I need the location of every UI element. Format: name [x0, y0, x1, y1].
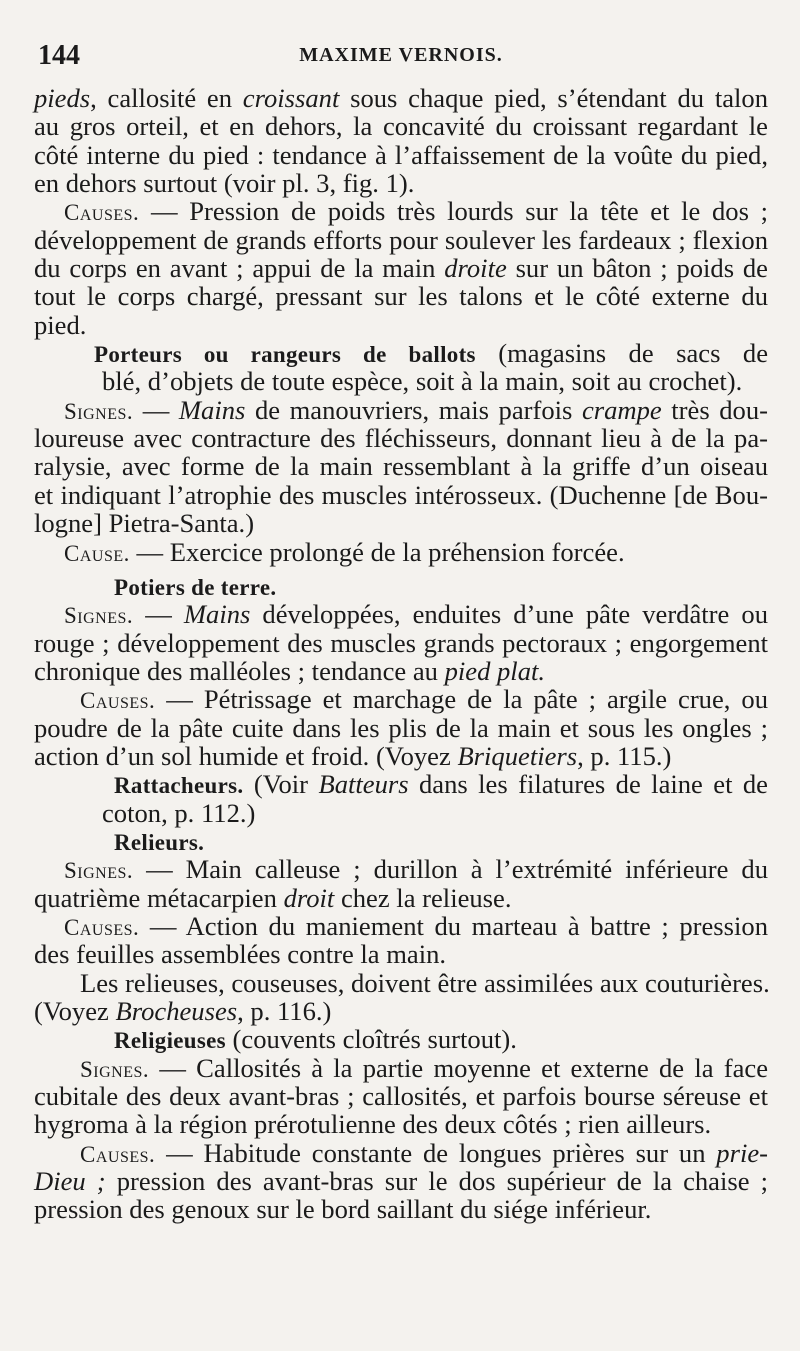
text-run: prie- — [716, 1137, 768, 1168]
text-run: et indiquant l’atrophie des muscles intérosseux. (Duchenne [de Bou- — [34, 479, 768, 510]
text-run: — Pétrissage et marchage de la pâte ; argile crue, ou — [155, 684, 768, 715]
text-line — [34, 997, 768, 1025]
text-run: Mains — [183, 599, 251, 630]
text-run: loureuse avec contracture des fléchisseurs, donnant lieu à de la pa- — [34, 423, 768, 454]
text-run: — Main calleuse ; durillon à l’extrémité inférieure du — [133, 854, 768, 885]
text-line — [34, 254, 768, 282]
text-line — [34, 940, 768, 968]
text-line — [34, 714, 768, 742]
text-run: Dieu ; — [34, 1166, 106, 1197]
page-header — [38, 40, 764, 80]
text-line — [34, 197, 768, 225]
entry-heading: Rattacheurs. — [114, 773, 244, 799]
entry-heading: Religieuses — [114, 1028, 226, 1054]
text-line — [34, 600, 768, 628]
text-run: dans les filatures de laine et de — [408, 769, 768, 800]
text-run: crampe — [581, 394, 662, 425]
text-line — [34, 685, 768, 713]
text-line — [34, 1195, 768, 1223]
text-run: hygroma à la région prérotulienne des deux côtés ; rien ailleurs. — [34, 1109, 712, 1140]
text-run: chez la relieuse. — [334, 882, 512, 913]
text-line — [34, 572, 768, 600]
text-run: (Voir — [243, 769, 319, 800]
section-label: Cause. — [64, 540, 130, 566]
text-run: — — [133, 599, 184, 630]
text-line — [34, 84, 768, 112]
text-line — [34, 742, 768, 770]
text-run: côté interne du pied : tendance à l’affaissement de la voûte du pied, — [34, 139, 768, 170]
text-run: développées, enduites d’une pâte verdâtre ou — [250, 599, 768, 630]
text-run: logne] Pietra-Santa.) — [34, 508, 255, 539]
text-run: , p. 115.) — [577, 740, 672, 771]
text-run: pression des avant-bras sur le dos supérieur de la chaise ; — [105, 1166, 768, 1197]
section-label: Causes. — [80, 1141, 156, 1167]
page-number: 144 — [38, 40, 80, 71]
running-title: MAXIME VERNOIS. — [299, 44, 503, 66]
text-line — [34, 884, 768, 912]
text-run: (magasins de sacs de — [475, 338, 768, 369]
section-label: Causes. — [80, 688, 156, 714]
text-run: sous chaque pied, s’étendant du talon — [339, 83, 768, 113]
text-line — [34, 770, 768, 798]
text-line — [34, 1110, 768, 1138]
text-line — [34, 827, 768, 855]
text-run: droite — [444, 253, 507, 284]
text-run: Les relieuses, couseuses, doivent être assimilées aux couturières. — [80, 967, 770, 998]
body-text — [34, 84, 768, 1224]
text-run: sur un bâton ; poids de — [506, 253, 768, 284]
text-run: — Callosités à la partie moyenne et externe de la face — [149, 1052, 768, 1083]
text-run: (Voyez — [34, 996, 116, 1026]
text-line — [34, 169, 768, 197]
text-run: Mains — [178, 394, 246, 425]
text-run: , p. 116.) — [237, 996, 332, 1026]
text-run: tout le corps chargé, pressant sur les talons et le côté externe du — [34, 281, 768, 312]
text-run: quatrième métacarpien — [34, 882, 284, 913]
entry-heading: Potiers de terre. — [114, 574, 277, 600]
text-run: pied. — [34, 309, 87, 340]
text-line — [34, 339, 768, 367]
text-line — [34, 1082, 768, 1110]
text-line — [34, 855, 768, 883]
entry-heading: Porteurs ou rangeurs de ballots — [94, 342, 476, 368]
text-run: Brocheuses — [115, 996, 238, 1026]
text-run: , callosité en — [90, 83, 243, 113]
text-run: (couvents cloîtrés surtout). — [225, 1024, 517, 1055]
text-run: — Exercice prolongé de la préhension forcée. — [129, 536, 625, 567]
text-run: poudre de la pâte cuite dans les plis de la main et sous les ongles ; — [34, 712, 768, 743]
text-run: développement de grands efforts pour soulever les fardeaux ; flexion — [34, 224, 768, 255]
text-line — [34, 799, 768, 827]
text-run: des feuilles assemblées contre la main. — [34, 939, 447, 970]
text-line — [34, 1054, 768, 1082]
section-label: Signes. — [64, 603, 134, 629]
text-run: ralysie, avec forme de la main ressemblant à la griffe d’un oiseau — [34, 451, 768, 482]
text-run: pression des genoux sur le bord saillant du siége inférieur. — [34, 1194, 652, 1225]
text-run: — — [133, 394, 179, 425]
text-line — [34, 509, 768, 537]
text-line — [34, 1167, 768, 1195]
text-run: du corps en avant ; appui de la main — [34, 253, 445, 284]
section-label: Signes. — [80, 1056, 150, 1082]
text-run: pied plat. — [444, 655, 546, 686]
text-run: rouge ; développement des muscles grands pectoraux ; engorgement — [34, 627, 768, 658]
section-label: Signes. — [64, 398, 134, 424]
text-line — [34, 657, 768, 685]
text-run: blé, d’objets de toute espèce, soit à la main, soit au crochet). — [102, 366, 743, 397]
text-run: en dehors surtout (voir pl. 3, fig. 1). — [34, 168, 415, 199]
text-line — [34, 141, 768, 169]
text-line — [34, 538, 768, 566]
text-line — [34, 282, 768, 310]
text-line — [34, 481, 768, 509]
text-line — [34, 452, 768, 480]
text-run: — Pression de poids très lourds sur la tête et le dos ; — [139, 196, 768, 227]
text-run: croissant — [242, 83, 340, 113]
text-run: cubitale des deux avant-bras ; callosités, et parfois bourse séreuse et — [34, 1081, 768, 1112]
text-run: Batteurs — [318, 769, 409, 800]
text-run: action d’un sol humide et froid. (Voyez — [34, 740, 458, 771]
section-label: Signes. — [64, 858, 134, 884]
section-label: Causes. — [64, 914, 140, 940]
text-run: — Habitude constante de longues prières sur un — [155, 1137, 717, 1168]
text-run: de manouvriers, mais parfois — [245, 394, 582, 425]
text-line — [34, 396, 768, 424]
text-run: coton, p. 112.) — [102, 797, 256, 828]
text-run: pieds — [34, 83, 91, 113]
text-run: au gros orteil, et en dehors, la concavité du croissant regardant le — [34, 111, 768, 142]
text-run: chronique des malléoles ; tendance au — [34, 655, 445, 686]
section-label: Causes. — [64, 200, 140, 226]
text-line — [34, 1139, 768, 1167]
entry-heading: Relieurs. — [114, 829, 205, 855]
text-line — [34, 112, 768, 140]
text-line — [34, 311, 768, 339]
text-line — [34, 629, 768, 657]
text-line — [34, 424, 768, 452]
text-line — [34, 367, 768, 395]
text-run: — Action du maniement du marteau à battre ; pression — [139, 910, 768, 941]
text-run: Briquetiers — [457, 740, 578, 771]
text-line — [34, 969, 768, 997]
text-run: droit — [283, 882, 335, 913]
text-line — [34, 1025, 768, 1053]
text-line — [34, 912, 768, 940]
text-run: très dou- — [661, 394, 768, 425]
text-line — [34, 226, 768, 254]
